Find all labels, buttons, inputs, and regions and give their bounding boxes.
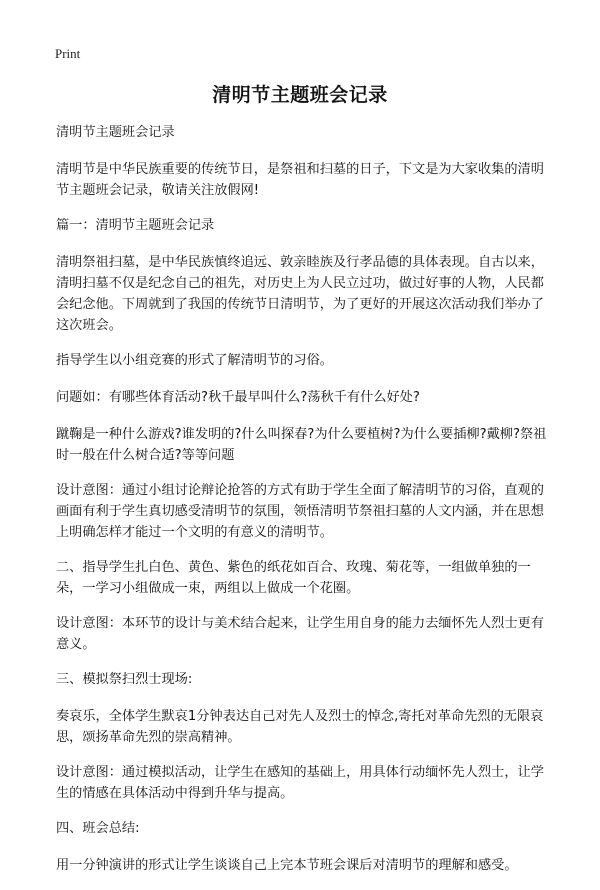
memorial-paragraph: 奏哀乐，全体学生默哀1分钟表达自己对先人及烈士的悼念,寄托对革命先烈的无限哀思，颂扬革命先烈的崇高精神。: [56, 709, 544, 745]
section-heading-three: 三、模拟祭扫烈士现场:: [56, 672, 193, 687]
summary-paragraph: 用一分钟演讲的形式让学生谈谈自己上完本节班会课后对清明节的理解和感受。: [56, 858, 518, 873]
intro-paragraph: 清明节是中华民族重要的传统节日，是祭祖和扫墓的日子，下文是为大家收集的清明节主题班会记录，敬请关注放假网!: [56, 162, 544, 198]
article-subtitle: 清明节主题班会记录: [56, 125, 175, 140]
print-link[interactable]: Print: [55, 46, 81, 61]
activity-one-paragraph: 指导学生以小组竞赛的形式了解清明节的习俗。: [56, 353, 333, 368]
page-title: 清明节主题班会记录: [212, 84, 388, 106]
design-intent-one-paragraph: 设计意图：通过小组讨论辩论抢答的方式有助于学生全面了解清明节的习俗，直观的画面有利于学生真切感受清明节的氛围，领悟清明节祭祖扫墓的人文内涵，并在思想上明确怎样才能过一个文明的有意义的清明节。: [56, 483, 544, 540]
activity-two-paragraph: 二、指导学生扎白色、黄色、紫色的纸花如百合、玫瑰、菊花等，一组做单独的一朵，一学习小组做成一束，两组以上做成一个花圈。: [56, 560, 531, 596]
section-heading-part-one: 篇一：清明节主题班会记录: [56, 218, 215, 233]
question-paragraph: 问题如：有哪些体育活动?秋千最早叫什么?荡秋千有什么好处?: [56, 390, 420, 405]
background-paragraph: 清明祭祖扫墓，是中华民族慎终追远、敦亲睦族及行孝品德的具体表现。自古以来，清明扫墓不仅是纪念自己的祖先，对历史上为人民立过功，做过好事的人物，人民都会纪念他。下周就到了我国的传统节日清明节，为了更好的开展这次活动我们举办了这次班会。: [56, 255, 544, 333]
design-intent-three-paragraph: 设计意图：通过模拟活动，让学生在感知的基础上，用具体行动缅怀先人烈士，让学生的情感在具体活动中得到升华与提高。: [56, 765, 544, 801]
design-intent-two-paragraph: 设计意图：本环节的设计与美术结合起来，让学生用自身的能力去缅怀先人烈士更有意义。: [56, 616, 544, 652]
questions-list-paragraph: 蹴鞠是一种什么游戏?谁发明的?什么叫探春?为什么要植树?为什么要插柳?戴柳?祭祖时一般在什么树合适?等等问题: [56, 427, 547, 463]
article-body: [56, 122, 554, 890]
section-heading-four: 四、班会总结:: [56, 821, 140, 836]
